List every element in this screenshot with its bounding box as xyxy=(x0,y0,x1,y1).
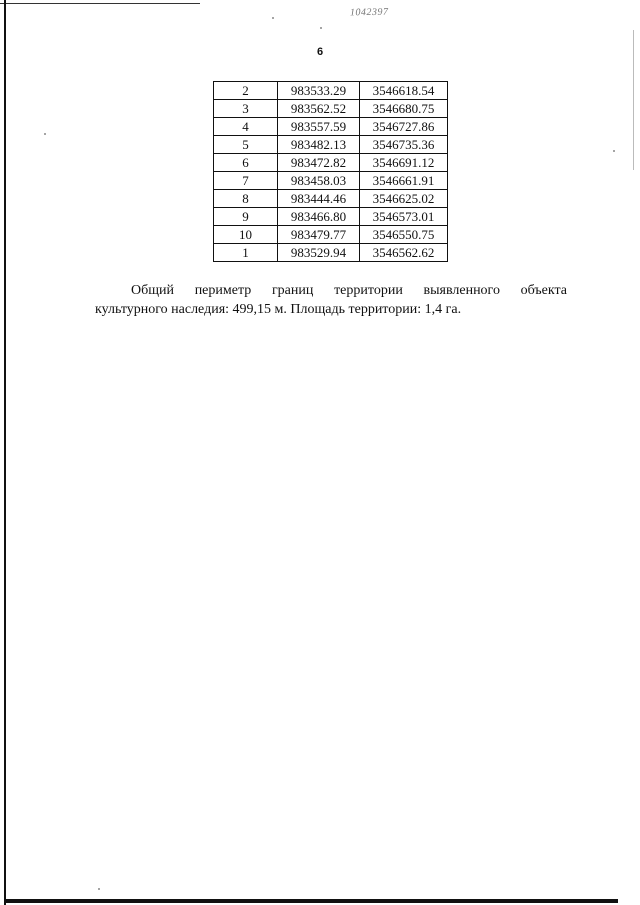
y-coordinate-cell: 3546562.62 xyxy=(360,244,448,262)
table-row xyxy=(214,136,448,154)
point-number-cell: 6 xyxy=(214,154,278,172)
document-stamp-number: 1042397 xyxy=(349,6,389,19)
y-coordinate-cell: 3546625.02 xyxy=(360,190,448,208)
scan-speck xyxy=(613,150,615,152)
scan-speck xyxy=(320,27,322,29)
point-number-cell: 10 xyxy=(214,226,278,244)
point-number-cell: 3 xyxy=(214,100,278,118)
page-number: 6 xyxy=(316,46,324,58)
scan-artifact-left-edge xyxy=(4,0,6,905)
y-coordinate-cell: 3546680.75 xyxy=(360,100,448,118)
point-number-cell: 1 xyxy=(214,244,278,262)
point-number-cell: 9 xyxy=(214,208,278,226)
table-row xyxy=(214,208,448,226)
x-coordinate-cell: 983466.80 xyxy=(278,208,360,226)
y-coordinate-cell: 3546573.01 xyxy=(360,208,448,226)
scan-artifact-bottom-edge xyxy=(6,899,618,903)
scan-speck xyxy=(98,888,100,890)
x-coordinate-cell: 983529.94 xyxy=(278,244,360,262)
x-coordinate-cell: 983482.13 xyxy=(278,136,360,154)
y-coordinate-cell: 3546661.91 xyxy=(360,172,448,190)
point-number-cell: 5 xyxy=(214,136,278,154)
y-coordinate-cell: 3546727.86 xyxy=(360,118,448,136)
y-coordinate-cell: 3546618.54 xyxy=(360,82,448,100)
scan-speck xyxy=(272,17,274,19)
table-row xyxy=(214,226,448,244)
table-row xyxy=(214,244,448,262)
point-number-cell: 7 xyxy=(214,172,278,190)
coordinates-table-body xyxy=(214,82,448,262)
point-number-cell: 4 xyxy=(214,118,278,136)
x-coordinate-cell: 983472.82 xyxy=(278,154,360,172)
point-number-cell: 8 xyxy=(214,190,278,208)
coordinates-table xyxy=(213,81,448,262)
scan-speck xyxy=(44,133,46,135)
x-coordinate-cell: 983458.03 xyxy=(278,172,360,190)
table-row xyxy=(214,172,448,190)
y-coordinate-cell: 3546550.75 xyxy=(360,226,448,244)
summary-paragraph xyxy=(95,281,567,319)
x-coordinate-cell: 983479.77 xyxy=(278,226,360,244)
table-row xyxy=(214,100,448,118)
table-row xyxy=(214,190,448,208)
y-coordinate-cell: 3546735.36 xyxy=(360,136,448,154)
y-coordinate-cell: 3546691.12 xyxy=(360,154,448,172)
table-row xyxy=(214,82,448,100)
point-number-cell: 2 xyxy=(214,82,278,100)
summary-line-1: Общий периметр границ территории выявленного объекта xyxy=(131,283,567,298)
x-coordinate-cell: 983444.46 xyxy=(278,190,360,208)
table-row xyxy=(214,118,448,136)
x-coordinate-cell: 983562.52 xyxy=(278,100,360,118)
table-row xyxy=(214,154,448,172)
x-coordinate-cell: 983533.29 xyxy=(278,82,360,100)
scan-artifact-top-line xyxy=(0,3,200,4)
x-coordinate-cell: 983557.59 xyxy=(278,118,360,136)
summary-line-2: культурного наследия: 499,15 м. Площадь территории: 1,4 га. xyxy=(95,302,462,317)
